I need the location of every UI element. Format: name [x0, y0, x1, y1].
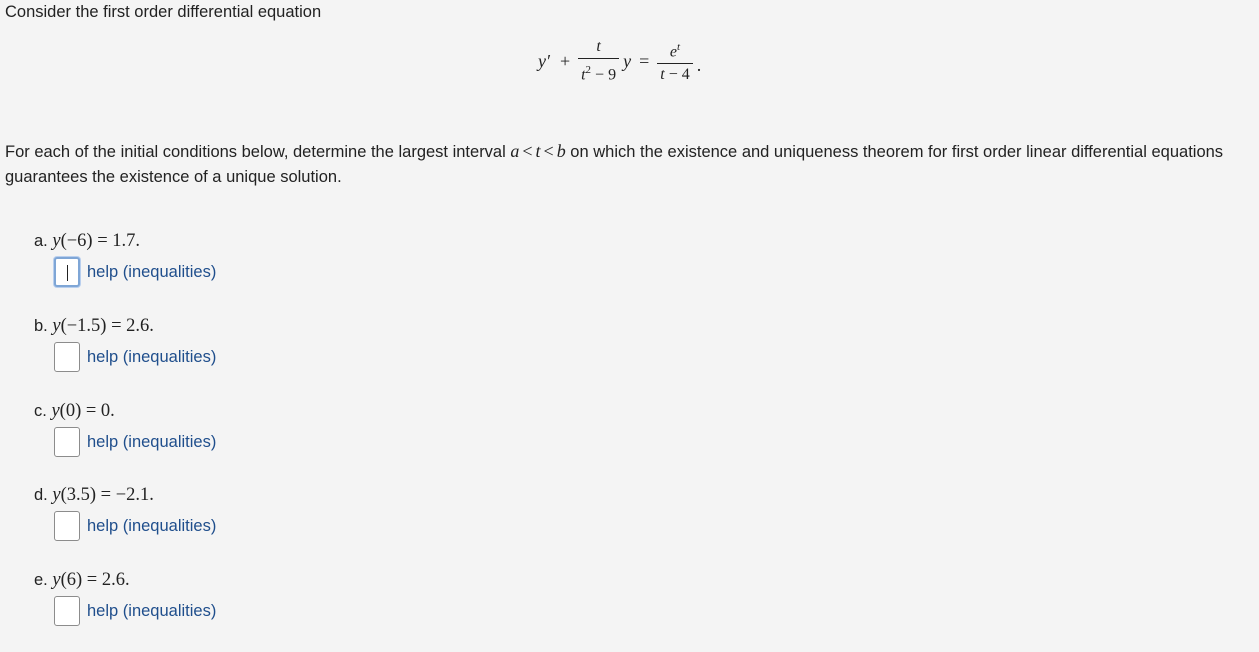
question-a-prompt [34, 229, 216, 253]
fraction-2-numerator [667, 38, 683, 63]
question-e-cond-text: (6) = 2.6. [60, 570, 130, 590]
interval-lt-2: < [543, 141, 554, 161]
question-item-b [34, 314, 216, 372]
fraction-2-denominator [657, 63, 692, 84]
question-c-cond-text: (0) = 0. [59, 401, 115, 421]
question-b-answer-row [54, 342, 216, 372]
help-inequalities-link-e[interactable]: help (inequalities) [87, 601, 217, 620]
fraction-1-numerator: t [596, 38, 601, 55]
question-item-d [34, 483, 216, 541]
question-d-y: y [52, 485, 61, 505]
question-c-y: y [51, 401, 60, 421]
fraction-1-den-var: t [581, 66, 586, 84]
question-d-prompt [34, 483, 216, 507]
help-inequalities-link-c[interactable]: help (inequalities) [87, 432, 217, 451]
equation-fraction-1 [578, 38, 619, 84]
question-b-condition [52, 316, 154, 336]
instructions-part-1: For each of the initial conditions below, determine the largest interval [5, 143, 506, 161]
question-b-letter: b. [34, 317, 48, 335]
question-e-y: y [52, 570, 61, 590]
fraction-1-den-exp: 2 [585, 64, 592, 76]
help-inequalities-link-d[interactable]: help (inequalities) [87, 516, 217, 535]
equation-plus: + [559, 50, 571, 71]
question-a-answer-row [54, 257, 216, 287]
question-c-answer-row [54, 427, 216, 457]
interval-lt-1: < [522, 141, 533, 161]
fraction-2-den-rest: − 4 [664, 66, 690, 84]
fraction-2-num-base: e [669, 43, 677, 61]
question-b-prompt [34, 314, 216, 338]
text-caret [67, 265, 68, 281]
question-d-letter: d. [34, 486, 48, 504]
question-item-c [34, 399, 216, 457]
answer-input-b[interactable] [54, 342, 80, 372]
help-inequalities-link-b[interactable]: help (inequalities) [87, 347, 217, 366]
question-a-y: y [52, 231, 61, 251]
question-a-condition [52, 231, 140, 251]
fraction-1-den-rest: − 9 [591, 66, 617, 84]
interval-a: a [510, 141, 520, 161]
question-e-letter: e. [34, 571, 48, 589]
fraction-2-num-exp: t [677, 41, 681, 53]
question-b-y: y [52, 316, 61, 336]
question-e-condition [52, 570, 129, 590]
question-item-e [34, 568, 216, 626]
answer-input-d[interactable] [54, 511, 80, 541]
interval-t: t [535, 141, 541, 161]
question-c-letter: c. [34, 402, 47, 420]
equation-y: y [623, 50, 632, 71]
question-c-condition [51, 401, 114, 421]
question-b-cond-text: (−1.5) = 2.6. [60, 316, 154, 336]
interval-b: b [556, 141, 566, 161]
equation-y-prime: y′ [538, 50, 550, 71]
question-e-prompt [34, 568, 216, 592]
answer-input-e[interactable] [54, 596, 80, 626]
question-c-prompt [34, 399, 216, 423]
question-a-cond-text: (−6) = 1.7. [60, 231, 141, 251]
question-d-cond-text: (3.5) = −2.1. [60, 485, 154, 505]
question-a-letter: a. [34, 232, 48, 250]
instructions-text [5, 139, 1250, 190]
question-d-answer-row [54, 511, 216, 541]
equation-equals: = [639, 50, 650, 71]
question-item-a [34, 229, 216, 287]
answer-input-a[interactable] [54, 257, 80, 287]
equation-period: . [696, 55, 702, 76]
answer-input-c[interactable] [54, 427, 80, 457]
differential-equation [538, 38, 701, 84]
question-e-answer-row [54, 596, 216, 626]
equation-fraction-2 [657, 38, 692, 84]
intro-text: Consider the first order differential equation [5, 3, 322, 21]
fraction-1-denominator [578, 58, 619, 84]
fraction-2-den-var: t [660, 66, 665, 84]
help-inequalities-link-a[interactable]: help (inequalities) [87, 262, 217, 281]
question-d-condition [52, 485, 154, 505]
instructions-part-2: on which the existence and uniqueness theorem for first order linear differential equations guarantees the existence of a unique solution. [5, 143, 1224, 186]
